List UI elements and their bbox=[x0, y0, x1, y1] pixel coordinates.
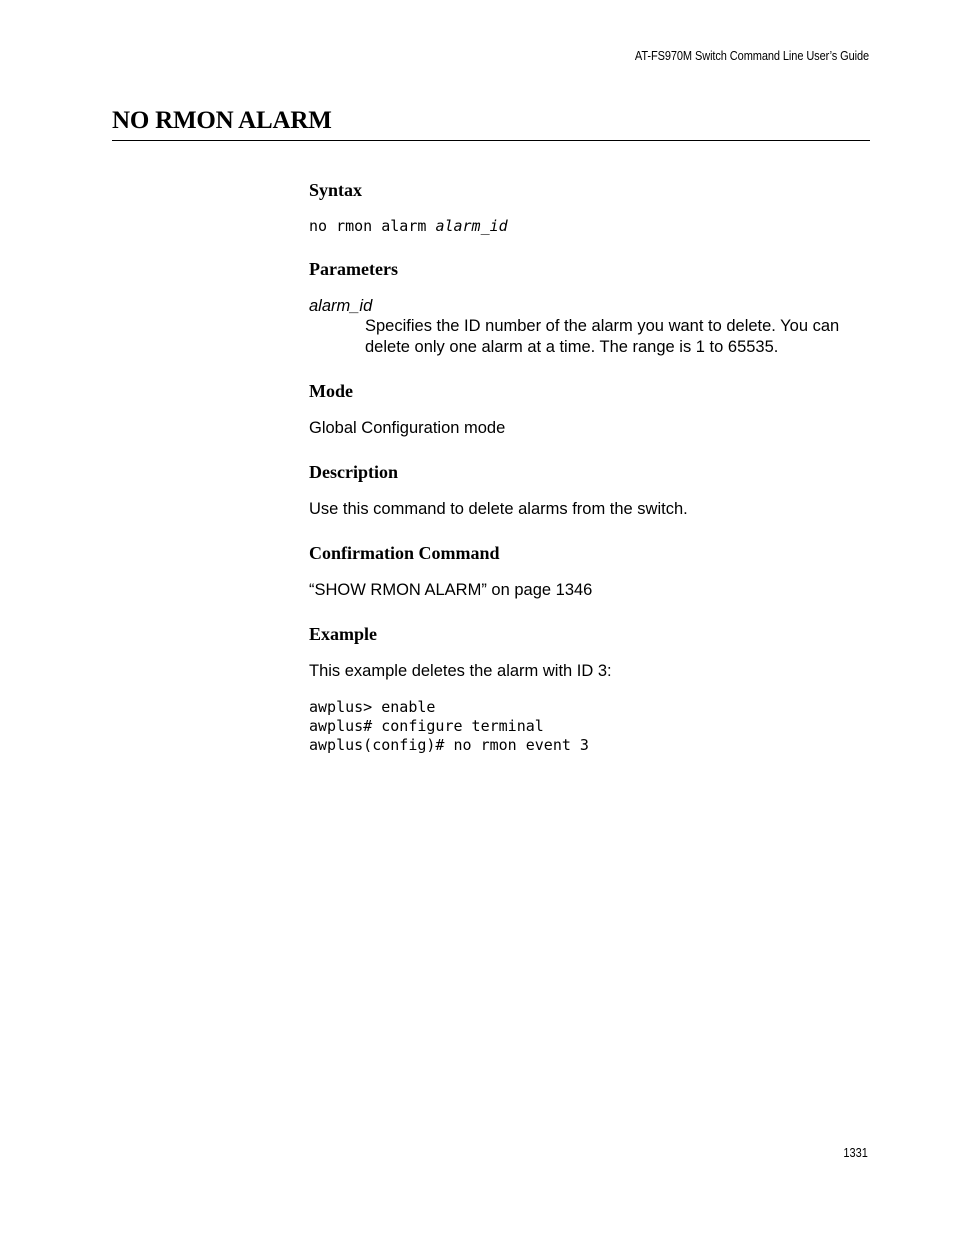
syntax-variable: alarm_id bbox=[435, 217, 508, 235]
mode-heading: Mode bbox=[309, 381, 353, 401]
example-heading: Example bbox=[309, 624, 378, 644]
title-rule bbox=[112, 140, 870, 141]
description-heading: Description bbox=[309, 462, 398, 482]
parameters-heading: Parameters bbox=[309, 259, 398, 279]
example-intro: This example deletes the alarm with ID 3: bbox=[309, 662, 612, 680]
confirmation-link[interactable]: “SHOW RMON ALARM” on page 1346 bbox=[309, 581, 593, 599]
example-code-line: awplus> enable bbox=[309, 698, 436, 716]
parameter-name: alarm_id bbox=[309, 297, 373, 315]
parameter-description-line2: delete only one alarm at a time. The range is 1 to 65535. bbox=[365, 338, 779, 356]
confirmation-heading: Confirmation Command bbox=[309, 543, 500, 563]
syntax-heading: Syntax bbox=[309, 180, 363, 200]
mode-text: Global Configuration mode bbox=[309, 419, 506, 437]
example-code-line: awplus(config)# no rmon event 3 bbox=[309, 736, 589, 754]
page-number: 1331 bbox=[843, 1146, 868, 1160]
example-code-line: awplus# configure terminal bbox=[309, 717, 544, 735]
page-title: NO RMON ALARM bbox=[112, 107, 332, 134]
syntax-command bbox=[309, 217, 508, 236]
syntax-command-text: no rmon alarm bbox=[309, 217, 436, 235]
description-text: Use this command to delete alarms from the switch. bbox=[309, 500, 688, 518]
running-header: AT-FS970M Switch Command Line User’s Guide bbox=[634, 49, 869, 63]
parameter-description-line1: Specifies the ID number of the alarm you want to delete. You can bbox=[365, 317, 840, 335]
